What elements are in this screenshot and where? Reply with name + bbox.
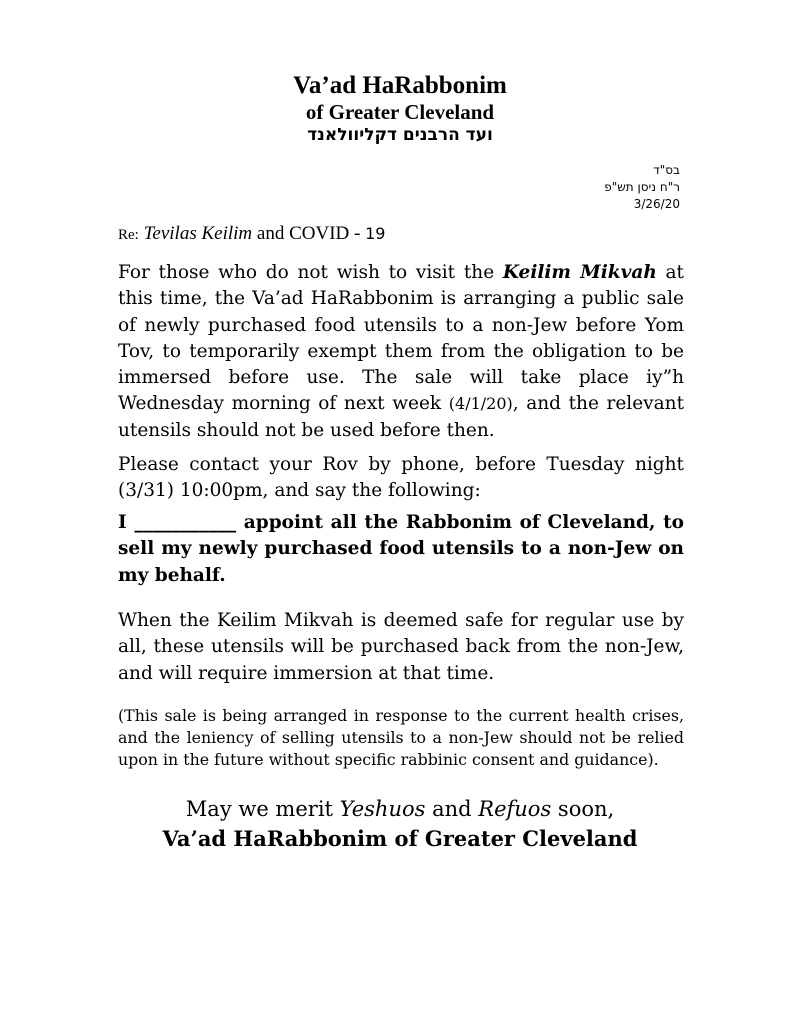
subject-italic: Tevilas Keilim — [143, 223, 253, 244]
subject-dash: - — [354, 223, 361, 244]
blessing-part1: May we merit — [185, 797, 333, 821]
p3-pre: I — [118, 512, 127, 533]
letterhead — [0, 72, 800, 146]
paragraph-buyback: When the Keilim Mikvah is deemed safe for regular use by all, these utensils will be purchased back from the non-Jew, and will require immersion at that time. — [118, 610, 684, 684]
gregorian-date: 3/26/20 — [633, 197, 680, 211]
subject-label: Re: — [118, 227, 139, 243]
p1-date: (4/1/20) — [448, 394, 513, 414]
org-title: Va’ad HaRabbonim — [293, 72, 507, 99]
org-subtitle: of Greater Cleveland — [305, 100, 495, 124]
date-block — [604, 162, 680, 213]
blessing-and: and — [432, 797, 472, 821]
p1-part3: , and the relevant utensils should not be used before then. — [118, 393, 684, 441]
bsd-mark: בס"ד — [653, 163, 680, 177]
name-blank: ___________ — [134, 512, 237, 533]
p1-keilim-mikvah: Keilim Mikvah — [502, 262, 657, 283]
org-hebrew-name: ועד הרבנים דקליוולאנד — [307, 125, 493, 145]
paragraph-sale-announcement — [118, 260, 684, 444]
p1-part1: For those who do not wish to visit the — [118, 262, 495, 283]
paragraph-appointment — [118, 510, 684, 589]
subject-line — [118, 222, 385, 247]
subject-rest: and COVID — [256, 223, 350, 244]
closing-blessing — [0, 795, 800, 824]
paragraph-disclaimer: (This sale is being arranged in response to the current health crises, and the leniency of selling utensils to a non-Jew should not be relied upon in the future without specific rabbinic consent and guidance). — [118, 706, 684, 769]
paragraph-contact-rov: Please contact your Rov by phone, before Tuesday night (3/31) 10:00pm, and say the following: — [118, 454, 684, 502]
p1-part2: at this time, the Va’ad HaRabbonim is arranging a public sale of newly purchased food utensils to a non-Jew before Yom Tov, to temporarily exempt them from the obligation to be immersed before use. The sale will take place iy”h Wednesday morning of next week — [118, 262, 684, 415]
blessing-refuos: Refuos — [478, 797, 552, 821]
p3-text: appoint all the Rabbonim of Cleveland, to sell my newly purchased food utensils to a non-Jew on my behalf. — [118, 512, 684, 586]
hebrew-date: ר"ח ניסן תש"פ — [604, 180, 680, 194]
blessing-yeshuos: Yeshuos — [339, 797, 426, 821]
closing-block — [0, 795, 800, 853]
subject-number: 19 — [365, 224, 386, 243]
closing-signature: Va’ad HaRabbonim of Greater Cleveland — [162, 826, 638, 851]
blessing-part2: soon, — [557, 797, 615, 821]
